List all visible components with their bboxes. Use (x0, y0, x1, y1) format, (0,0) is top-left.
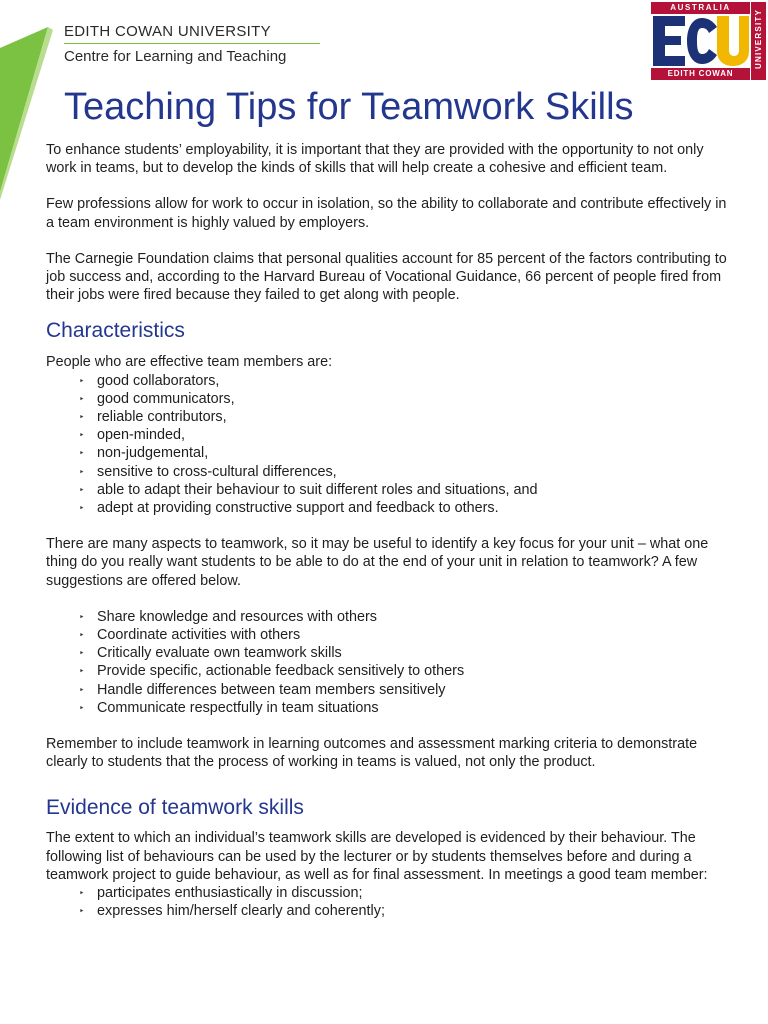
triangle-bullet-icon: ‣ (79, 684, 85, 695)
list-item-text: Critically evaluate own teamwork skills (97, 645, 342, 662)
characteristics-list (46, 372, 736, 518)
header-divider (64, 43, 320, 44)
list-item-text: Coordinate activities with others (97, 627, 301, 644)
triangle-bullet-icon: ‣ (79, 503, 85, 514)
list-item-text: Provide specific, actionable feedback sensitively to others (97, 663, 465, 680)
logo-bottom-band: EDITH COWAN (651, 68, 750, 80)
triangle-bullet-icon: ‣ (79, 611, 85, 622)
list-item (79, 481, 736, 499)
list-item-text: non-judgemental, (97, 445, 209, 462)
list-item (79, 463, 736, 481)
list-item-text: Share knowledge and resources with others (97, 608, 377, 625)
triangle-bullet-icon: ‣ (79, 448, 85, 459)
triangle-bullet-icon: ‣ (79, 484, 85, 495)
list-item-text: expresses him/herself clearly and coherently; (97, 903, 385, 920)
focus-paragraph: There are many aspects to teamwork, so it may be useful to identify a key focus for your unit – what one thing do you really want students to be able to do at the end of your unit in relation to teamwork? A few suggestions are offered below. (46, 536, 709, 589)
list-item (79, 902, 736, 920)
triangle-bullet-icon: ‣ (79, 630, 85, 641)
list-item (79, 681, 736, 699)
triangle-bullet-icon: ‣ (79, 412, 85, 423)
triangle-bullet-icon: ‣ (79, 430, 85, 441)
list-item-text: able to adapt their behaviour to suit different roles and situations, and (97, 481, 538, 498)
logo-side-text: UNIVERSITY (754, 9, 763, 70)
list-item (79, 444, 736, 462)
list-item-text: good communicators, (97, 390, 235, 407)
list-item (79, 644, 736, 662)
list-item-text: reliable contributors, (97, 409, 227, 426)
list-item (79, 884, 736, 902)
triangle-bullet-icon: ‣ (79, 666, 85, 677)
ecu-letters-graphic (651, 14, 750, 68)
list-item (79, 699, 736, 717)
logo-side-band (751, 2, 766, 80)
logo-letters-panel (651, 14, 750, 68)
list-item-text: Communicate respectfully in team situations (97, 699, 379, 716)
logo-top-band: AUSTRALIA (651, 2, 750, 14)
page-title: Teaching Tips for Teamwork Skills (64, 86, 634, 128)
evidence-list (46, 884, 736, 920)
triangle-bullet-icon: ‣ (79, 888, 85, 899)
list-item-text: good collaborators, (97, 372, 220, 389)
suggestions-list (46, 608, 736, 717)
list-item-text: sensitive to cross-cultural differences, (97, 463, 337, 480)
list-item (79, 390, 736, 408)
triangle-bullet-icon: ‣ (79, 906, 85, 917)
list-item-text: participates enthusiastically in discussion; (97, 885, 363, 902)
intro-paragraph: The Carnegie Foundation claims that personal qualities account for 85 percent of the factors contributing to job success and, according to the Harvard Bureau of Vocational Guidance, 66 percent of people fired from their jobs were fired because they failed to get along with people. (46, 250, 727, 304)
characteristics-lead: People who are effective team members are: (46, 354, 333, 371)
list-item (79, 499, 736, 517)
intro-paragraph: Few professions allow for work to occur in isolation, so the ability to collaborate and contribute effectively in a team environment is highly valued by employers. (46, 196, 727, 231)
remember-paragraph: Remember to include teamwork in learning outcomes and assessment marking criteria to demonstrate clearly to students that the process of working in teams is valued, not only the product. (46, 736, 698, 771)
triangle-bullet-icon: ‣ (79, 393, 85, 404)
list-item (79, 408, 736, 426)
list-item (79, 662, 736, 680)
list-item-text: open-minded, (97, 427, 186, 444)
ecu-logo (651, 2, 766, 80)
list-item (79, 608, 736, 626)
university-name: EDITH COWAN UNIVERSITY (64, 23, 271, 40)
document-body (46, 141, 736, 921)
list-item (79, 372, 736, 390)
list-item-text: adept at providing constructive support and feedback to others. (97, 500, 499, 517)
section-heading-characteristics: Characteristics (46, 319, 185, 343)
list-item (79, 426, 736, 444)
list-item-text: Handle differences between team members sensitively (97, 681, 446, 698)
section-heading-evidence: Evidence of teamwork skills (46, 796, 304, 820)
triangle-bullet-icon: ‣ (79, 648, 85, 659)
header (64, 22, 320, 66)
triangle-bullet-icon: ‣ (79, 375, 85, 386)
triangle-bullet-icon: ‣ (79, 466, 85, 477)
evidence-paragraph: The extent to which an individual’s teamwork skills are developed is evidenced by their behaviour. The following list of behaviours can be used by the lecturer or by students themselves before and during a teamwork project to guide behaviour, as well as for final assessment. In meetings a good team member: (46, 830, 708, 883)
triangle-bullet-icon: ‣ (79, 702, 85, 713)
intro-paragraph: To enhance students’ employability, it is important that they are provided with the opportunity to not only work in teams, but to develop the kinds of skills that will help create a cohesive and efficient team. (46, 142, 704, 177)
list-item (79, 626, 736, 644)
centre-name: Centre for Learning and Teaching (64, 48, 287, 65)
